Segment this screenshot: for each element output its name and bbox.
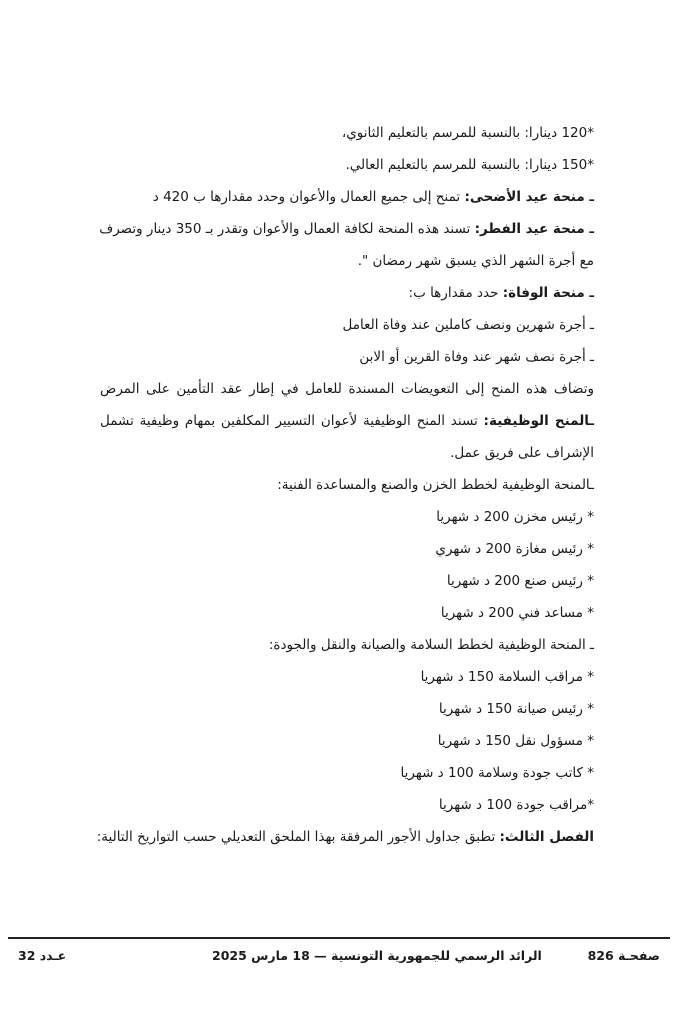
page-number: صفحـة 826: [587, 948, 660, 963]
issue-number: عـدد 32: [18, 948, 67, 963]
list-item: * رئيس صيانة 150 د شهريا: [438, 701, 594, 717]
text-line: ـ أجرة نصف شهر عند وفاة القرين أو الابن: [359, 349, 594, 365]
text-line: الإشراف على فريق عمل.: [450, 445, 594, 461]
document-body: [96, 124, 594, 848]
footer-divider: [8, 937, 670, 939]
text-line: ـ منحة الوفاة: حدد مقدارها ب:: [408, 285, 594, 301]
list-item: *مراقب جودة 100 د شهريا: [438, 797, 594, 813]
list-item: * رئيس مغازة 200 د شهري: [435, 541, 594, 557]
list-item: * كاتب جودة وسلامة 100 د شهريا: [400, 765, 594, 781]
text-line: مع أجرة الشهر الذي يسبق شهر رمضان ".: [357, 253, 594, 269]
text-line: *150 دينارا: بالنسبة للمرسم بالتعليم العالي.: [345, 157, 594, 173]
list-item: * مراقب السلامة 150 د شهريا: [420, 669, 594, 685]
page-footer: [10, 948, 668, 968]
journal-title: الرائد الرسمي للجمهورية التونسية — 18 مارس 2025: [212, 948, 542, 963]
text-line: ـ منحة عيد الأضحى: تمنح إلى جميع العمال والأعوان وحدد مقدارها ب 420 د: [152, 189, 594, 205]
text-line: وتضاف هذه المنح إلى التعويضات المسندة للعامل في إطار عقد التأمين على المرض: [100, 381, 594, 397]
text-line: *120 دينارا: بالنسبة للمرسم بالتعليم الثانوي،: [341, 125, 594, 141]
list-item: * مساعد فني 200 د شهريا: [440, 605, 594, 621]
text-line: ـ المنحة الوظيفية لخطط السلامة والصيانة والنقل والجودة:: [268, 637, 594, 653]
text-line: ـالمنحة الوظيفية لخطط الخزن والصنع والمساعدة الفنية:: [277, 477, 594, 493]
text-line: ـ أجرة شهرين ونصف كاملين عند وفاة العامل: [342, 317, 594, 333]
list-item: * رئيس صنع 200 د شهريا: [446, 573, 594, 589]
text-line: الفصل الثالث: تطبق جداول الأجور المرفقة بهذا الملحق التعديلي حسب التواريخ التالية:: [96, 829, 594, 845]
list-item: * مسؤول نقل 150 د شهريا: [437, 733, 594, 749]
text-line: ـالمنح الوظيفية: تسند المنح الوظيفية لأعوان التسيير المكلفين بمهام وظيفية تشمل: [100, 413, 594, 429]
list-item: * رئيس مخزن 200 د شهريا: [436, 509, 594, 525]
text-line: ـ منحة عيد الفطر: تسند هذه المنحة لكافة العمال والأعوان وتقدر بـ 350 دينار وتصرف: [99, 221, 594, 237]
